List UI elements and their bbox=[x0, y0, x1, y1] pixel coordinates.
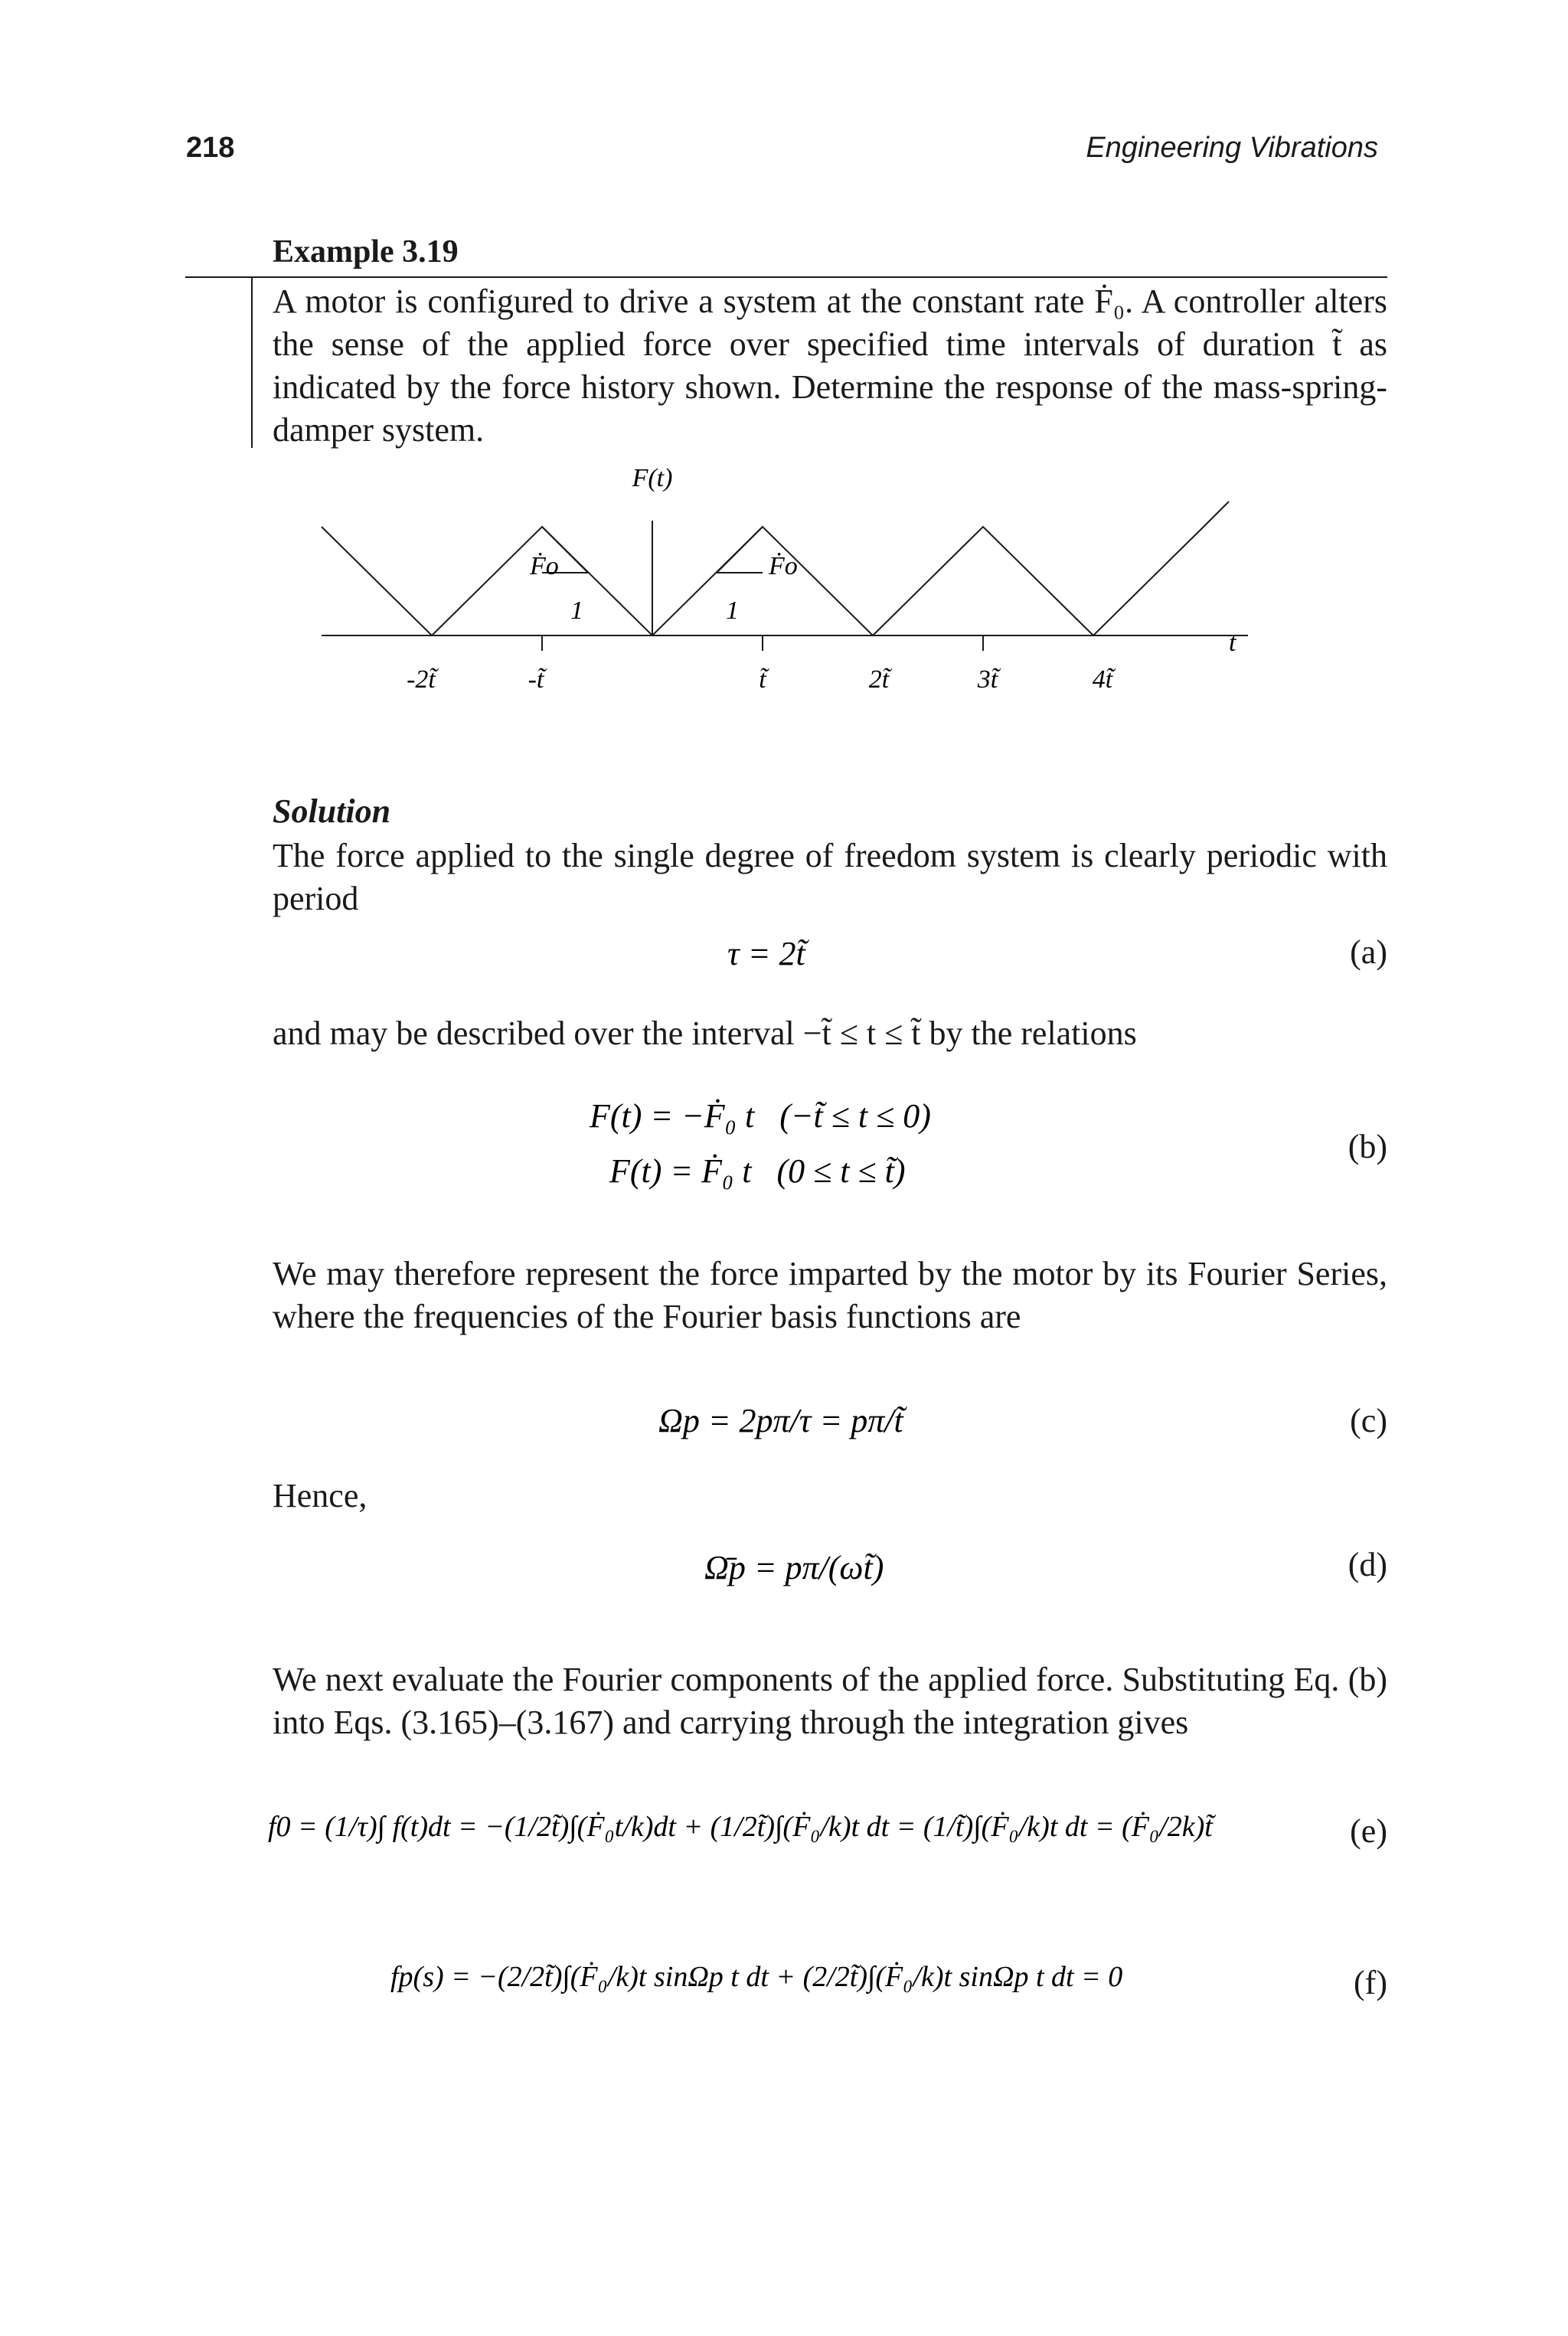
equation-d bbox=[689, 1524, 934, 1631]
equation-a bbox=[689, 928, 888, 982]
example-left-rule bbox=[251, 276, 253, 448]
equation-e-body: f0 = (1/τ)∫ f(t)dt = −(1/2t̃)∫(Ḟ₀t/k)dt + (1/2t̃)∫(Ḟ₀/k)t dt = (1/t̃)∫(Ḟ₀/k)t dt = (Ḟ₀/2k)t̃ bbox=[268, 1811, 1213, 1843]
equation-label-f: (f) bbox=[1354, 1964, 1387, 2001]
force-history-figure bbox=[306, 459, 1302, 712]
time-axis-label: t bbox=[1229, 629, 1236, 657]
equation-c-body: Ωp = 2pπ/τ = pπ/t̃ bbox=[658, 1402, 903, 1439]
example-top-rule bbox=[185, 276, 1387, 278]
hence-text: Hence, bbox=[273, 1477, 368, 1514]
equation-b bbox=[582, 1087, 1041, 1202]
equation-label-c: (c) bbox=[1350, 1402, 1387, 1439]
force-axis-label: F(t) bbox=[632, 464, 673, 492]
slope-label-right: Ḟo bbox=[769, 552, 798, 580]
problem-statement: A motor is configured to drive a system at the constant rate Ḟ₀. A controller alters the sense of the applied force over specified time intervals of duration t̃ as indicated by the force history shown. Determine the response of the mass-spring-damper system. bbox=[273, 283, 1387, 449]
interval-text: and may be described over the interval −t̃ ≤ t ≤ t̃ by the relations bbox=[273, 1014, 1137, 1052]
tick-label: 3t̃ bbox=[977, 665, 998, 694]
equation-a-body: τ = 2t̃ bbox=[727, 935, 805, 972]
equation-f-body: fp(s) = −(2/2t̃)∫(Ḟ₀/k)t sinΩp t dt + (2/2t̃)∫(Ḟ₀/k)t sinΩp t dt = 0 bbox=[390, 1961, 1123, 1993]
equation-b-line2: F(t) = Ḟ₀ t (0 ≤ t ≤ t̃) bbox=[609, 1152, 906, 1190]
components-text: We next evaluate the Fourier components of the applied force. Substituting Eq. (b) into Eqs. (3.165)–(3.167) and carrying through the integration gives bbox=[273, 1661, 1387, 1741]
equation-c bbox=[643, 1371, 965, 1478]
tick-label: -t̃ bbox=[528, 665, 544, 694]
equation-label-d: (d) bbox=[1348, 1546, 1387, 1583]
tick-label: 4t̃ bbox=[1092, 665, 1113, 694]
page-number: 218 bbox=[186, 132, 235, 164]
tick-label: -2t̃ bbox=[407, 665, 436, 694]
running-title: Engineering Vibrations bbox=[1086, 132, 1378, 164]
slope-run-left: 1 bbox=[570, 596, 583, 625]
equation-b-line1: F(t) = −Ḟ₀ t (−t̃ ≤ t ≤ 0) bbox=[590, 1097, 931, 1135]
tick-label: 2t̃ bbox=[868, 665, 890, 694]
fourier-text: We may therefore represent the force imparted by the motor by its Fourier Series, where the frequencies of the Fourier basis functions are bbox=[273, 1255, 1387, 1335]
equation-f bbox=[383, 1929, 1340, 2037]
equation-label-e: (e) bbox=[1350, 1812, 1387, 1850]
slope-run-right: 1 bbox=[726, 596, 739, 625]
equation-e bbox=[260, 1776, 1332, 1884]
solution-title: Solution bbox=[273, 792, 391, 830]
slope-label-left: Ḟo bbox=[530, 552, 559, 580]
slope-triangle-right bbox=[717, 527, 763, 573]
equation-label-b: (b) bbox=[1348, 1128, 1387, 1165]
equation-d-body: Ω̄p = pπ/(ωt̃) bbox=[704, 1549, 884, 1586]
solution-intro: The force applied to the single degree of freedom system is clearly periodic with period bbox=[273, 837, 1387, 917]
example-title: Example 3.19 bbox=[273, 234, 459, 270]
equation-label-a: (a) bbox=[1350, 933, 1387, 971]
tick-label: t̃ bbox=[759, 665, 766, 694]
